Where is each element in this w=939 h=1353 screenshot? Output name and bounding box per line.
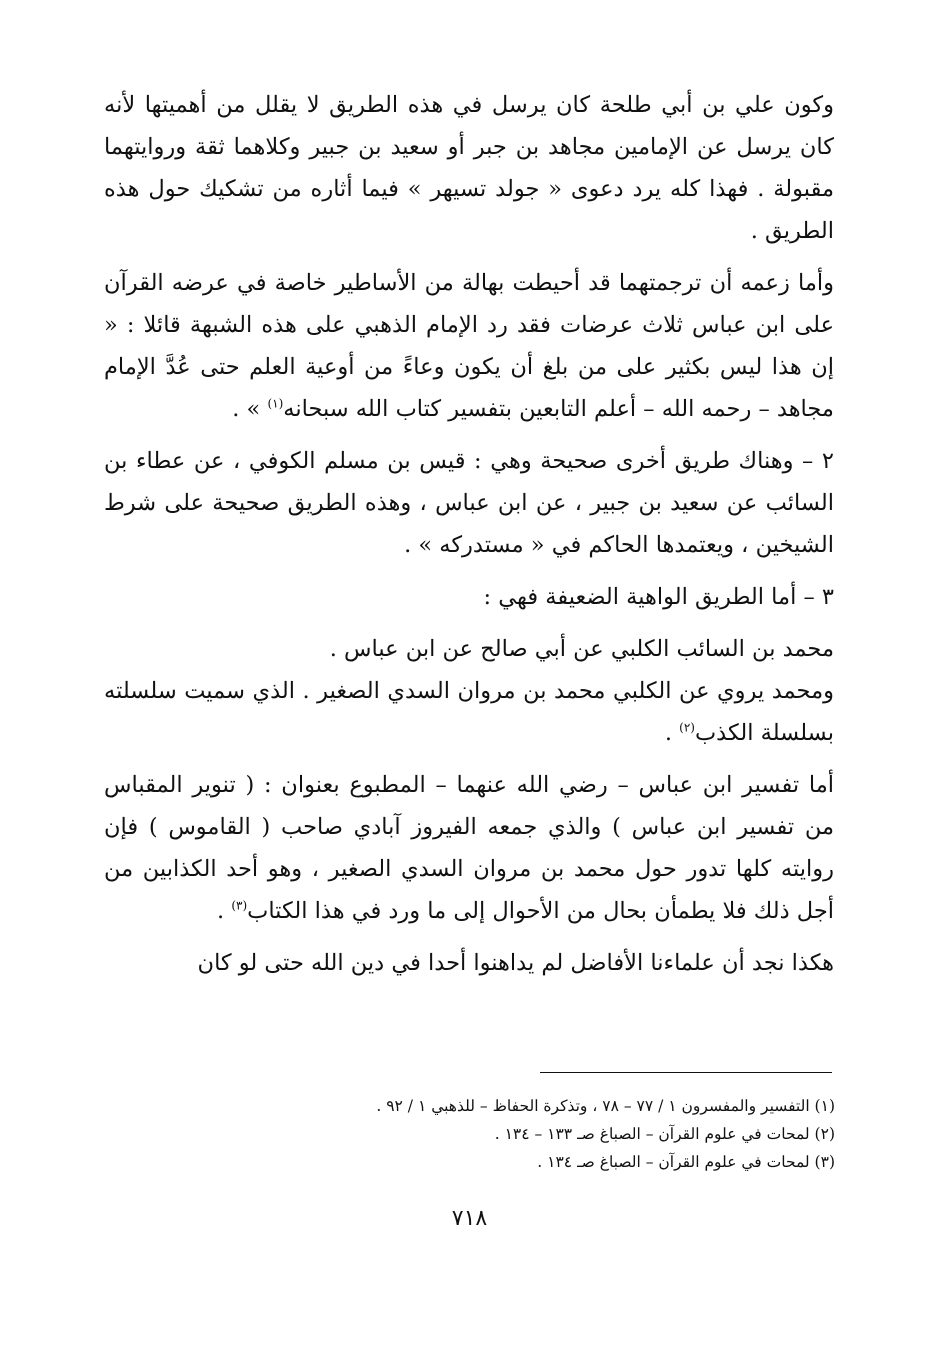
paragraph-text: ٣ – أما الطريق الواهية الضعيفة فهي : — [483, 584, 834, 610]
page-number: ٧١٨ — [451, 1206, 488, 1231]
paragraph-8 — [104, 942, 834, 984]
footnote-marker-3: (٣) — [231, 898, 248, 913]
footnote-3: (٣) لمحات في علوم القرآن – الصباغ صـ ١٣٤ . — [537, 1153, 835, 1171]
paragraph-3 — [104, 440, 834, 566]
paragraph-text: ٢ – وهناك طريق أخرى صحيحة وهي : قيس بن مسلم الكوفي ، عن عطاء بن السائب عن سعيد بن جبير ، عن ابن عباس ، وهذه الطريق صحيحة على شرط الشيخين ، ويعتمدها الحاكم في « مستدركه » . — [104, 448, 834, 558]
footnotes — [235, 1092, 835, 1176]
paragraph-5 — [104, 628, 834, 670]
paragraph-text: أما تفسير ابن عباس – رضي الله عنهما – المطبوع بعنوان : ( تنوير المقباس من تفسير ابن عباس ) والذي جمعه الفيروز آبادي صاحب ( القاموس ) فإن روايته كلها تدور حول محمد بن مروان السدي الصغير ، وهو أحد الكذابين من أجل ذلك فلا يطمأن بحال من الأحوال إلى ما ورد في هذا الكتاب — [104, 772, 834, 924]
paragraph-tail: » . — [232, 396, 268, 422]
paragraph-tail: . — [217, 898, 232, 924]
paragraph-4 — [104, 576, 834, 618]
footnote-1: (١) التفسير والمفسرون ١ / ٧٧ – ٧٨ ، وتذكرة الحفاظ – للذهبي ١ / ٩٢ . — [376, 1097, 835, 1115]
paragraph-7 — [104, 764, 834, 932]
paragraph-1 — [104, 84, 834, 252]
paragraph-2 — [104, 262, 834, 430]
main-text — [104, 84, 834, 984]
footnote-2: (٢) لمحات في علوم القرآن – الصباغ صـ ١٣٣ – ١٣٤ . — [494, 1125, 835, 1143]
paragraph-text: ومحمد يروي عن الكلبي محمد بن مروان السدي الصغير . الذي سميت سلسلته بسلسلة الكذب — [104, 678, 834, 746]
footnote-marker-1: (١) — [267, 396, 284, 411]
paragraph-text: وكون علي بن أبي طلحة كان يرسل في هذه الطريق لا يقلل من أهميتها لأنه كان يرسل عن الإمامين مجاهد بن جبر أو سعيد بن جبير وكلاهما ثقة وروايتهما مقبولة . فهذا كله يرد دعوى « جولد تسيهر » فيما أثاره من تشكيك حول هذه الطريق . — [104, 92, 834, 244]
paragraph-text: هكذا نجد أن علماءنا الأفاضل لم يداهنوا أحدا في دين الله حتى لو كان — [197, 950, 834, 976]
paragraph-text: محمد بن السائب الكلبي عن أبي صالح عن ابن عباس . — [329, 636, 834, 662]
footnote-marker-2: (٢) — [679, 720, 695, 735]
paragraph-6 — [104, 670, 834, 754]
paragraph-tail: . — [664, 720, 680, 746]
footnote-separator — [540, 1072, 832, 1073]
paragraph-text: وأما زعمه أن ترجمتهما قد أحيطت بهالة من الأساطير خاصة في عرضه القرآن على ابن عباس ثلاث عرضات فقد رد الإمام الذهبي على هذه الشبهة قائلا : « إن هذا ليس بكثير على من بلغ أن يكون وعاءً من أوعية العلم حتى عُدَّ الإمام مجاهد – رحمه الله – أعلم التابعين بتفسير كتاب الله سبحانه — [104, 270, 834, 422]
